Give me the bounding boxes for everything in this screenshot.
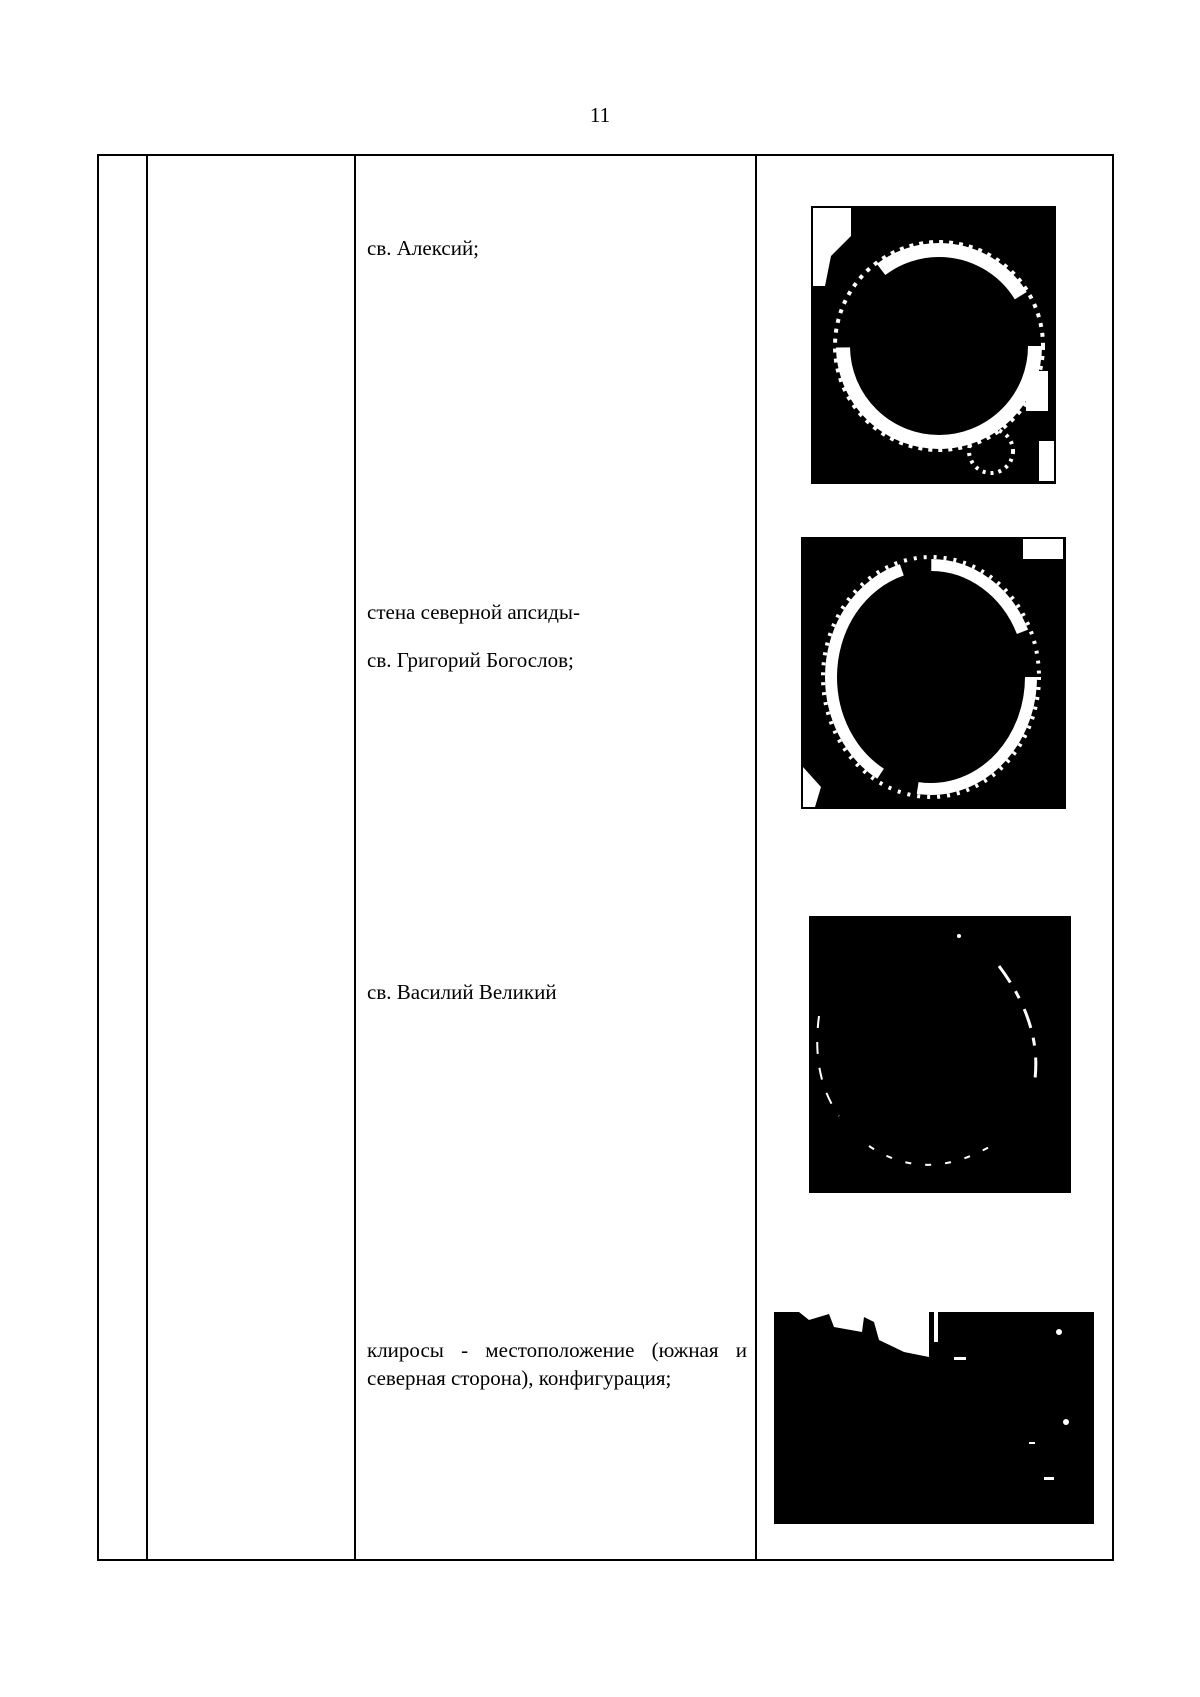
column-divider (755, 156, 757, 1559)
saints-table (97, 154, 1114, 1561)
description-cell (367, 598, 747, 674)
description-cell (367, 1336, 747, 1392)
description-line: св. Василий Великий (367, 980, 557, 1004)
church-interior-icon (774, 1312, 1094, 1524)
halo-icon (811, 206, 1056, 484)
halo-photo (801, 537, 1066, 809)
description-cell (367, 234, 747, 262)
description-line: клиросы - местоположение (южная и (367, 1338, 747, 1362)
description-line: северная сторона), конфигурация; (367, 1366, 672, 1390)
halo-photo (809, 916, 1071, 1193)
column-divider (146, 156, 148, 1559)
description-cell (367, 978, 747, 1006)
interior-photo (774, 1312, 1094, 1524)
halo-icon (801, 537, 1066, 809)
page-number: 11 (589, 103, 611, 127)
column-divider (354, 156, 356, 1559)
description-line: св. Григорий Богослов; (367, 648, 574, 672)
halo-icon (809, 916, 1071, 1193)
description-line: св. Алексий; (367, 236, 480, 260)
halo-photo (811, 206, 1056, 484)
description-line: стена северной апсиды- (367, 600, 580, 624)
